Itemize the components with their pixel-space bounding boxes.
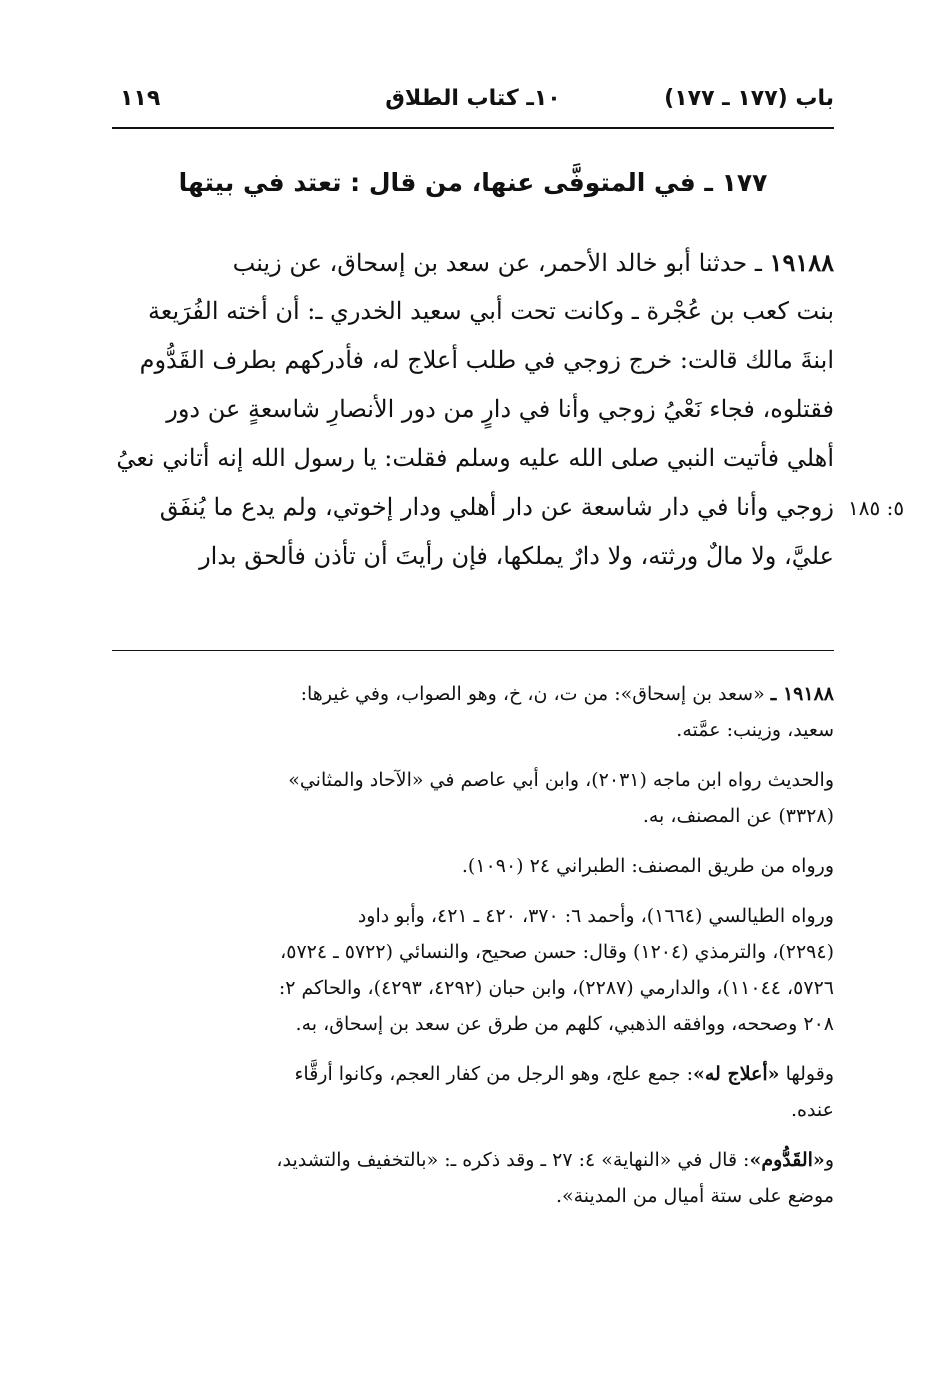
footnote-line: وقولها «أعلاج له»: جمع علج، وهو الرجل من كفار العجم، وكانوا أرقَّاء	[294, 1063, 834, 1085]
footnote-line: عنده.	[790, 1099, 834, 1121]
footnote-line: و«القَدُّوم»: قال في «النهاية» ٤: ٢٧ ـ وقد ذكره ـ: «بالتخفيف والتشديد،	[276, 1149, 834, 1171]
footnote-line: (٢٢٩٤)، والترمذي (١٢٠٤) وقال: حسن صحيح، والنسائي (٥٧٢٢ ـ ٥٧٢٤،	[280, 941, 834, 963]
footnotes	[112, 676, 834, 1228]
footnote-line: ٢٠٨ وصححه، ووافقه الذهبي، كلهم من طرق عن سعد بن إسحاق، به.	[295, 1013, 834, 1035]
footnote	[112, 762, 834, 834]
book-title: ١٠ـ كتاب الطلاق	[385, 86, 561, 111]
footnote-line: ورواه من طريق المصنف: الطبراني ٢٤ (١٠٩٠).	[461, 855, 834, 877]
footnote-line: ورواه الطيالسي (١٦٦٤)، وأحمد ٦: ٣٧٠، ٤٢٠ ـ ٤٢١، وأبو داود	[357, 905, 834, 927]
footnote-line: والحديث رواه ابن ماجه (٢٠٣١)، وابن أبي عاصم في «الآحاد والمثاني»	[288, 769, 834, 791]
hadith-line: ١٩١٨٨ ـ حدثنا أبو خالد الأحمر، عن سعد بن إسحاق، عن زينب	[232, 248, 834, 277]
footnote	[112, 676, 834, 748]
footnote-line: موضع على ستة أميال من المدينة».	[555, 1185, 834, 1207]
footnote	[112, 1142, 834, 1214]
hadith-number: ١٩١٨٨	[769, 248, 834, 277]
hadith-line: عليَّ، ولا مالٌ ورثته، ولا دارٌ يملكها، فإن رأيتَ أن تأذن فألحق بدار	[199, 542, 834, 570]
hadith-line: فقتلوه، فجاء نَعْيُ زوجي وأنا في دارٍ من دور الأنصارِ شاسعةٍ عن دور	[166, 395, 834, 423]
footnote	[112, 898, 834, 1042]
header-rule	[112, 127, 834, 129]
chapter-range: باب (١٧٧ ـ ١٧٧)	[664, 86, 834, 111]
footnote-line: ١٩١٨٨ ـ «سعد بن إسحاق»: من ت، ن، خ، وهو الصواب، وفي غيرها:	[300, 683, 834, 705]
hadith-line: أهلي فأتيت النبي صلى الله عليه وسلم فقلت: يا رسول الله إنه أتاني نعيُ	[116, 444, 834, 472]
footnote-line: سعيد، وزينب: عمَّته.	[676, 719, 834, 741]
footnote-line: ٥٧٢٦، ١١٠٤٤)، والدارمي (٢٢٨٧)، وابن حبان (٤٢٩٢، ٤٢٩٣)، والحاكم ٢:	[278, 977, 834, 999]
hadith-text	[116, 238, 834, 581]
glossed-term: «القَدُّوم»	[749, 1149, 825, 1171]
margin-reference: ٥: ١٨٥	[848, 496, 905, 520]
footnote	[112, 848, 834, 884]
glossed-term: «أعلاج له»	[692, 1063, 780, 1085]
footnote	[112, 1056, 834, 1128]
footnote-number: ١٩١٨٨ ـ	[770, 683, 834, 705]
hadith-line: بنت كعب بن عُجْرة ـ وكانت تحت أبي سعيد الخدري ـ: أن أخته الفُرَيعة	[148, 297, 834, 325]
footnote-line: (٣٣٢٨) عن المصنف، به.	[642, 805, 834, 827]
hadith-line: ابنةَ مالك قالت: خرج زوجي في طلب أعلاج له، فأدركهم بطرف القَدُّوم	[139, 346, 834, 374]
running-head	[112, 86, 834, 126]
footnote-rule	[112, 650, 834, 651]
hadith-line: زوجي وأنا في دار شاسعة عن دار أهلي ودار إخوتي، ولم يدع ما يُنفَق	[159, 493, 834, 521]
page-number: ١١٩	[120, 86, 161, 111]
chapter-title: ١٧٧ ـ في المتوفَّى عنها، من قال : تعتد في بيتها	[178, 168, 768, 197]
